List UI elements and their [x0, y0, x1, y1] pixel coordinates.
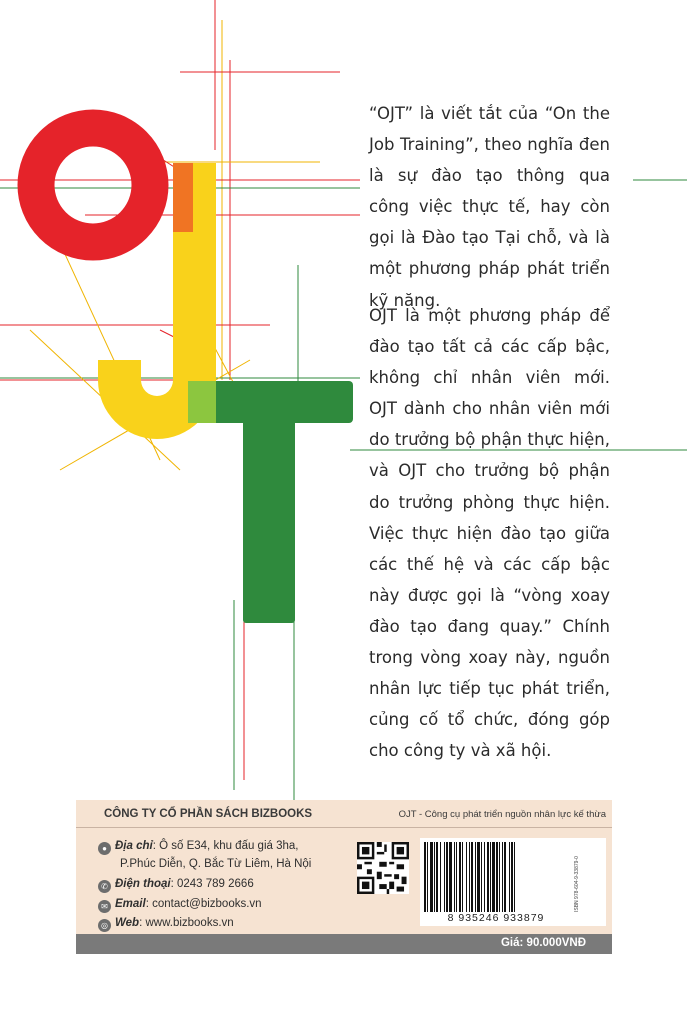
barcode-bar	[496, 842, 498, 912]
barcode-bar	[459, 842, 461, 912]
location-icon: ●	[98, 842, 111, 855]
barcode-bar	[430, 842, 433, 912]
book-subtitle: OJT - Công cụ phát triển nguồn nhân lực kế thừa	[398, 809, 606, 820]
barcode-bar	[499, 842, 500, 912]
email-label: Email	[115, 898, 146, 910]
barcode-bar	[487, 842, 489, 912]
barcode-bar	[504, 842, 506, 912]
publisher-footer	[76, 800, 612, 954]
address-line	[98, 840, 299, 855]
footer-divider	[76, 827, 612, 828]
barcode-bar	[446, 842, 448, 912]
isbn-text: ISBN 978-604-9-33879-0	[574, 856, 580, 912]
web-line	[98, 917, 234, 932]
email-icon: ✉	[98, 900, 111, 913]
price-bar	[76, 934, 612, 954]
barcode-bar	[469, 842, 470, 912]
barcode-bar	[502, 842, 503, 912]
barcode-bar	[514, 842, 515, 912]
barcode-bar	[462, 842, 463, 912]
barcode-bar	[424, 842, 426, 912]
address-line-2: P.Phúc Diễn, Q. Bắc Từ Liêm, Hà Nội	[120, 858, 312, 870]
barcode-bar	[481, 842, 482, 912]
barcode-bar	[454, 842, 455, 912]
phone-label: Điện thoại	[115, 878, 171, 890]
barcode-bar	[492, 842, 495, 912]
barcode-bar	[509, 842, 510, 912]
barcode-bar	[444, 842, 445, 912]
email-line	[98, 898, 262, 913]
barcode-bar	[466, 842, 467, 912]
qr-code[interactable]	[357, 842, 409, 894]
phone-icon: ✆	[98, 880, 111, 893]
description-paragraph-1: “OJT” là viết tắt của “On the Job Training”, theo nghĩa đen là sự đào tạo thông qua công việc thực tế, hay còn gọi là Đào tạo Tại chỗ, và là một phương pháp phát triển kỹ năng.	[369, 104, 610, 310]
barcode-bar	[427, 842, 428, 912]
barcode-bar	[456, 842, 457, 912]
address-value: : Ô số E34, khu đấu giá 3ha,	[152, 840, 299, 852]
barcode-bar	[477, 842, 480, 912]
globe-icon: ◎	[98, 919, 111, 932]
barcode-bar	[511, 842, 513, 912]
email-value[interactable]: : contact@bizbooks.vn	[145, 898, 262, 910]
barcode-bar	[440, 842, 441, 912]
phone-value: : 0243 789 2666	[170, 878, 254, 890]
barcode-bar	[471, 842, 473, 912]
description-paragraph-2: OJT là một phương pháp để đào tạo tất cả các cấp bậc, không chỉ nhân viên mới. OJT dành cho nhân viên mới do trưởng bộ phận thực hiện, và OJT cho trưởng bộ phận do trưởng phòng thực hiện. Việc thực hiện đào tạo giữa các thế hệ và các cấp bậc này được gọi là “vòng xoay đào tạo đang quay.” Chính trong vòng xoay này, nguồn nhân lực tiếp tục phát triển, củng cố tổ chức, đóng góp cho công ty và xã hội.	[369, 306, 610, 761]
web-label: Web	[115, 917, 140, 929]
company-name: CÔNG TY CỔ PHẦN SÁCH BIZBOOKS	[104, 808, 313, 820]
phone-line	[98, 878, 254, 893]
overlap-jt	[188, 381, 216, 423]
barcode-bar	[490, 842, 491, 912]
barcode-bar	[484, 842, 485, 912]
letter-o	[36, 128, 150, 242]
barcode-bar	[434, 842, 435, 912]
barcode-bar	[475, 842, 476, 912]
barcode-bar	[449, 842, 452, 912]
web-value[interactable]: : www.bizbooks.vn	[139, 917, 234, 929]
overlap-oj	[173, 163, 193, 232]
address-label: Địa chỉ	[115, 840, 153, 852]
barcode-number: 8 935246 933879	[447, 912, 545, 924]
barcode-bar	[436, 842, 438, 912]
price-label: Giá: 90.000VNĐ	[500, 937, 586, 949]
